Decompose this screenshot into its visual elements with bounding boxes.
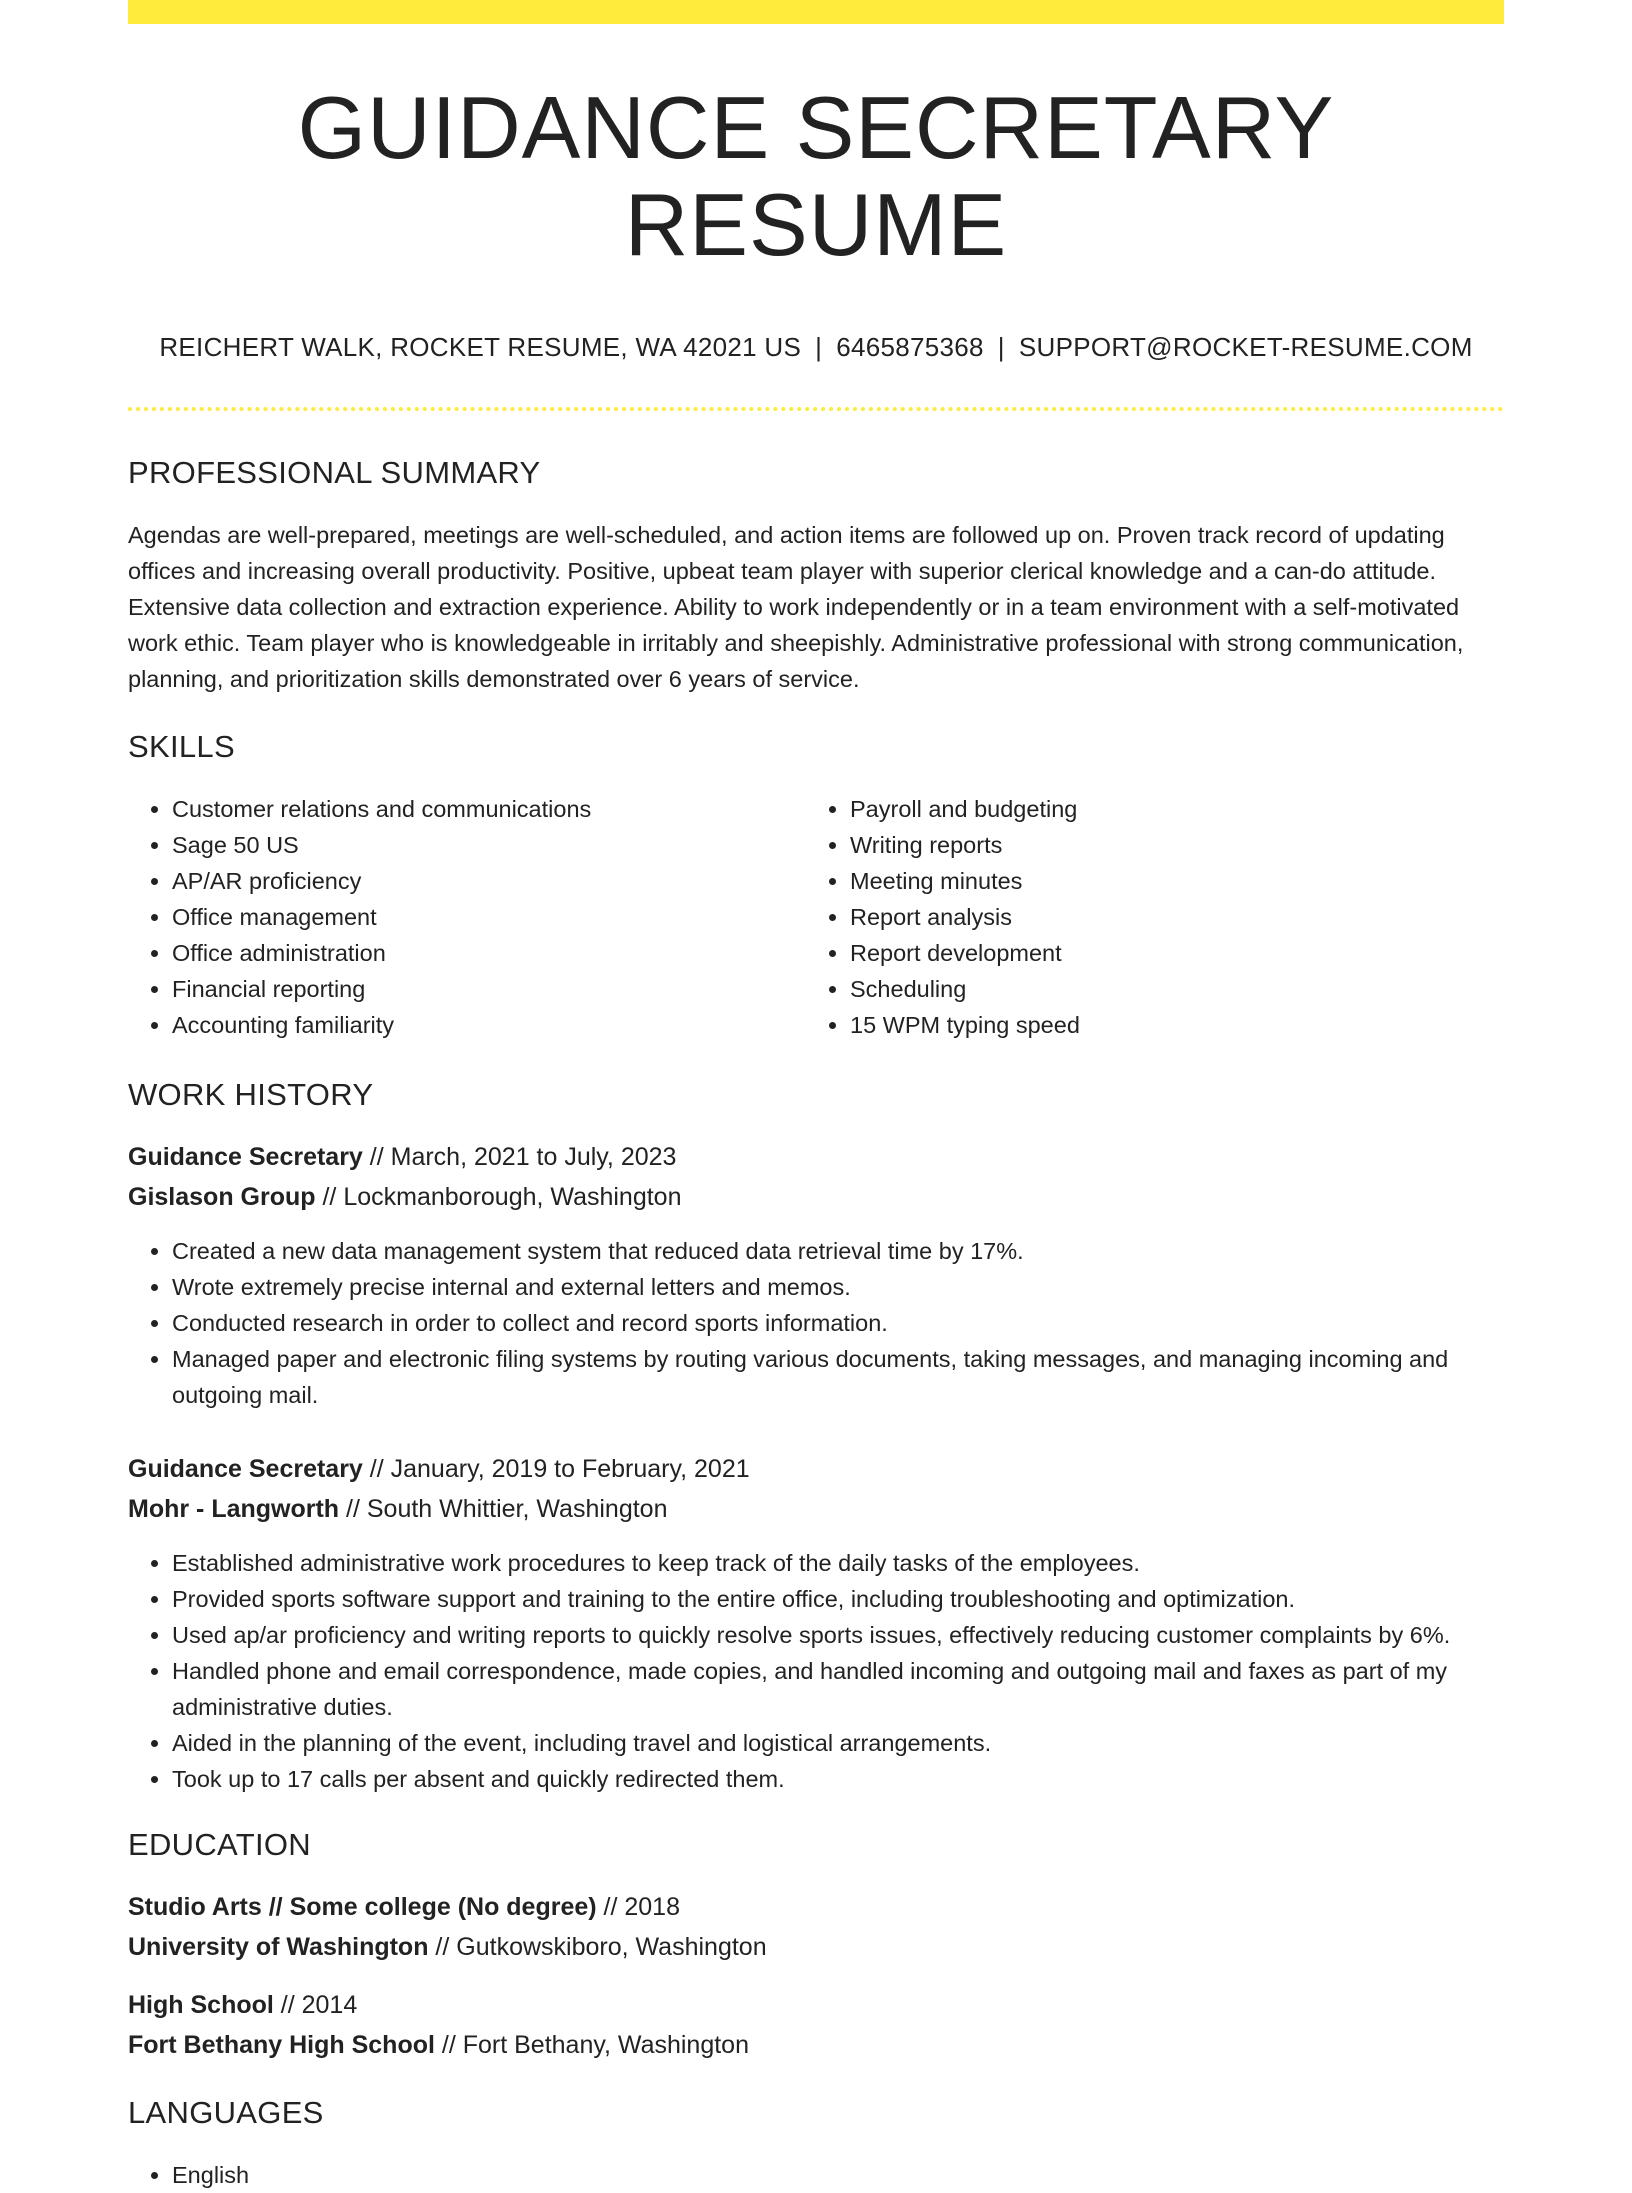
skill-item: • Payroll and budgeting [850,791,1484,827]
job-bullet: • Conducted research in order to collect and record sports information. [172,1305,1504,1341]
job-bullets [128,1545,1504,1797]
skill-item: • 15 WPM typing speed [850,1007,1484,1043]
education-location: // Fort Bethany, Washington [434,2030,749,2059]
job-bullet: • Provided sports software support and training to the entire office, including troubleshooting and optimization. [172,1581,1504,1617]
skill-item: • Scheduling [850,971,1484,1007]
contact-separator: | [997,331,1005,362]
contact-line [128,332,1504,363]
resume-title: GUIDANCE SECRETARY RESUME [297,78,1335,274]
job-dates: // March, 2021 to July, 2023 [362,1142,677,1171]
language-item: • English [172,2157,1504,2193]
skill-item: • Report analysis [850,899,1484,935]
education-school: Fort Bethany High School [128,2030,435,2059]
job-entry [128,1137,1504,1413]
skill-item: • Sage 50 US [172,827,806,863]
job-bullet: • Established administrative work procedures to keep track of the daily tasks of the employees. [172,1545,1504,1581]
skills-right-column [806,791,1484,1043]
education-entry [128,1985,1504,2065]
job-bullet: • Created a new data management system that reduced data retrieval time by 17%. [172,1233,1504,1269]
skill-item: • Office management [172,899,806,935]
skill-item: • Office administration [172,935,806,971]
skill-item: • Customer relations and communications [172,791,806,827]
contact-phone: 6465875368 [836,331,984,362]
accent-top-bar [128,0,1504,24]
education-degree: High School [128,1990,274,2019]
education-heading: EDUCATION [128,1826,311,1862]
education-degree-line [128,1887,1504,1927]
languages-heading: LANGUAGES [128,2094,324,2130]
skills-grid [128,791,1504,1043]
skill-item: • Accounting familiarity [172,1007,806,1043]
job-company: Mohr - Langworth [128,1494,340,1523]
job-bullets [128,1233,1504,1413]
summary-heading: PROFESSIONAL SUMMARY [128,454,541,490]
skill-item: • Report development [850,935,1484,971]
job-bullet: • Aided in the planning of the event, including travel and logistical arrangements. [172,1725,1504,1761]
job-bullet: • Managed paper and electronic filing systems by routing various documents, taking messages, and managing incoming and outgoing mail. [172,1341,1504,1413]
job-dates: // January, 2019 to February, 2021 [362,1454,750,1483]
education-school-line [128,2025,1504,2065]
job-title: Guidance Secretary [128,1142,363,1171]
job-bullet: • Wrote extremely precise internal and external letters and memos. [172,1269,1504,1305]
job-company-line [128,1177,1504,1217]
summary-text: Agendas are well-prepared, meetings are well-scheduled, and action items are followed up on. Proven track record of updating offices and increasing overall productivity. Positive, upbeat team player with superior clerical knowledge and a can-do attitude. Extensive data collection and extraction experience. Ability to work independently or in a team environment with a self-motivated work ethic. Team player who is knowledgeable in irritably and sheepishly. Administrative professional with strong communication, planning, and prioritization skills demonstrated over 6 years of service. [128,521,1464,692]
job-company: Gislason Group [128,1182,316,1211]
skill-item: • Writing reports [850,827,1484,863]
job-location: // South Whittier, Washington [339,1494,668,1523]
education-year: // 2018 [596,1892,680,1921]
job-bullet: • Used ap/ar proficiency and writing reports to quickly resolve sports issues, effectively reducing customer complaints by 6%. [172,1617,1504,1653]
education-degree: Studio Arts // Some college (No degree) [128,1892,597,1921]
skill-item: • Financial reporting [172,971,806,1007]
work-history-heading: WORK HISTORY [128,1076,374,1112]
education-year: // 2014 [273,1990,358,2019]
education-entry [128,1887,1504,1967]
skill-item: • AP/AR proficiency [172,863,806,899]
job-entry [128,1449,1504,1797]
contact-email: SUPPORT@ROCKET-RESUME.COM [1018,331,1473,362]
education-degree-line [128,1985,1504,2025]
education-school-line [128,1927,1504,1967]
skills-heading: SKILLS [128,728,235,764]
resume-page [128,0,1504,2193]
skills-left-column [128,791,806,1043]
languages-list [128,2157,1504,2193]
job-title-line [128,1449,1504,1489]
education-location: // Gutkowskiboro, Washington [428,1932,767,1961]
contact-address: REICHERT WALK, ROCKET RESUME, WA 42021 US [159,331,802,362]
header-divider [128,407,1504,411]
job-title-line [128,1137,1504,1177]
job-company-line [128,1489,1504,1529]
job-bullet: • Handled phone and email correspondence, made copies, and handled incoming and outgoing mail and faxes as part of my administrative duties. [172,1653,1504,1725]
job-bullet: • Took up to 17 calls per absent and quickly redirected them. [172,1761,1504,1797]
contact-separator: | [815,331,823,362]
job-location: // Lockmanborough, Washington [315,1182,682,1211]
skill-item: • Meeting minutes [850,863,1484,899]
job-title: Guidance Secretary [128,1454,363,1483]
education-school: University of Washington [128,1932,429,1961]
